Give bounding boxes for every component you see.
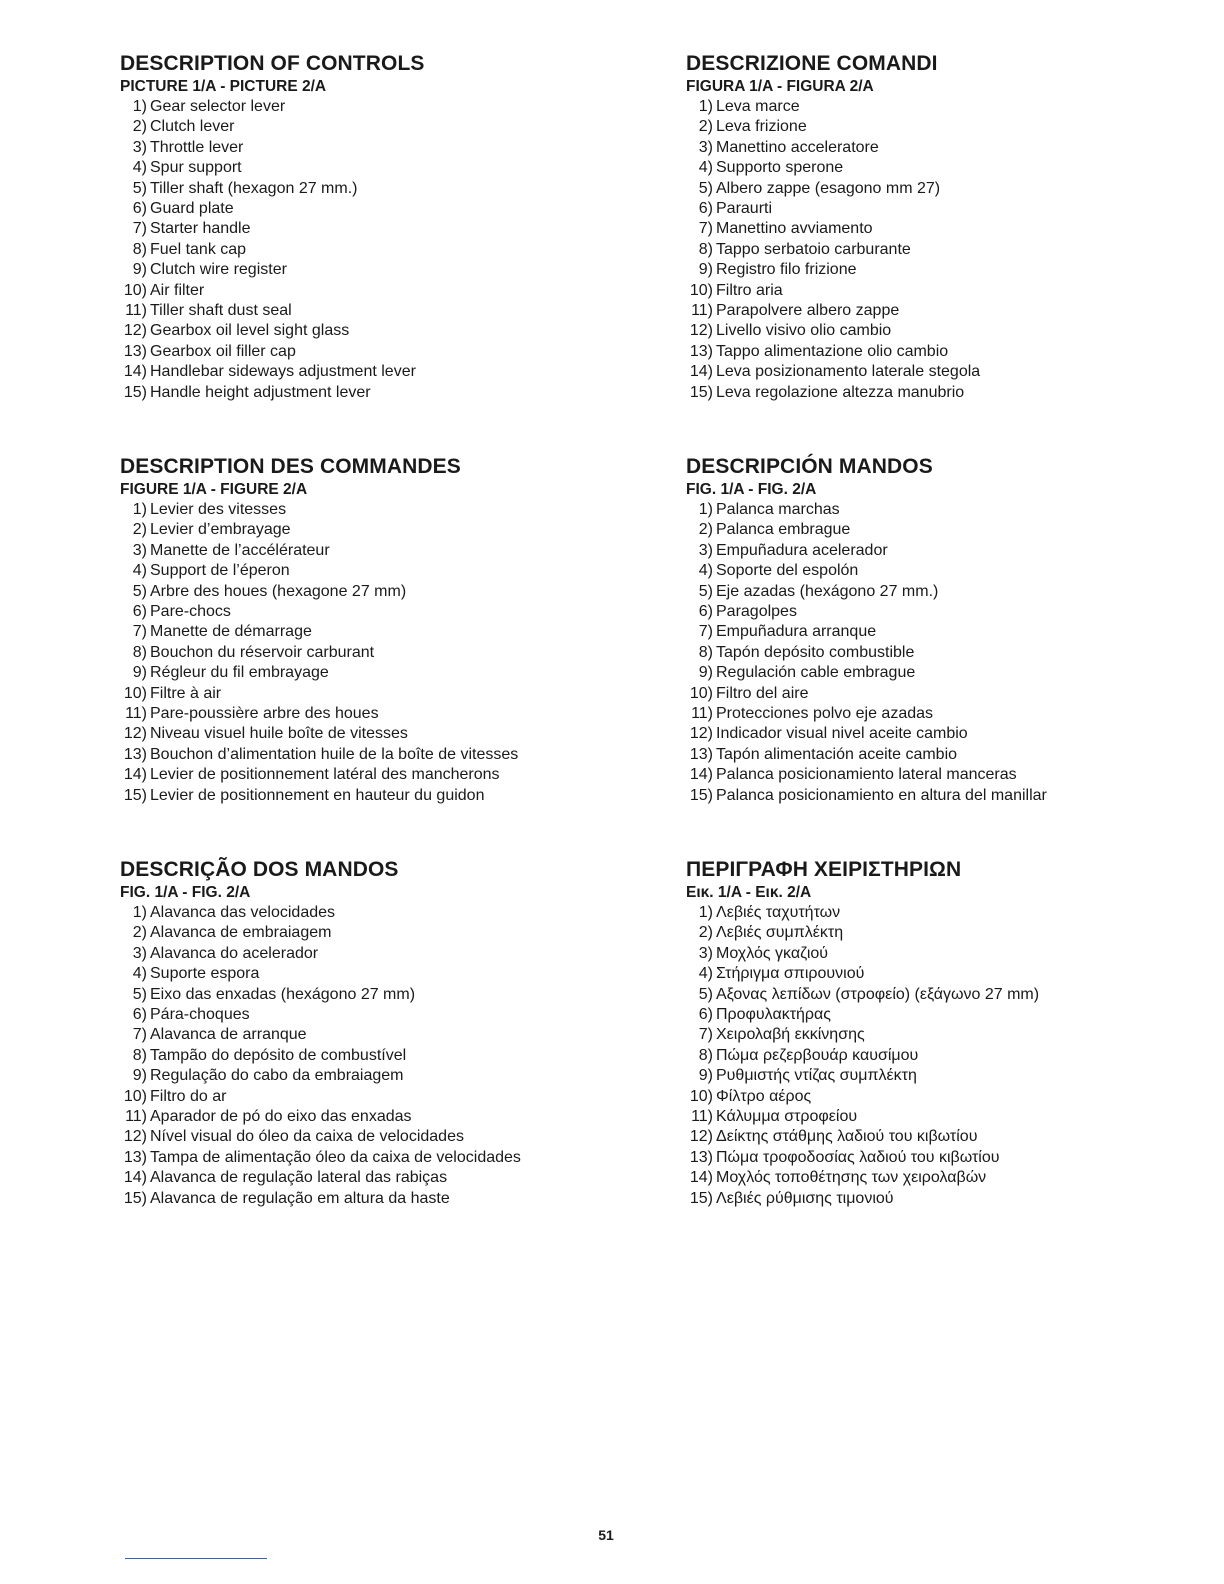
item-number: 5) [698, 179, 713, 197]
item-number: 6) [698, 1006, 713, 1024]
item-label: Filtro del aire [716, 684, 809, 702]
item-label: Tappo alimentazione olio cambio [716, 342, 949, 360]
list-item [120, 684, 620, 704]
item-label: Filtro do ar [150, 1087, 227, 1105]
list-item [120, 1148, 620, 1168]
item-number: 11) [691, 1108, 713, 1126]
list-item [686, 199, 1186, 219]
item-number: 15) [123, 383, 147, 401]
section-greek [686, 857, 1186, 1209]
list-item [686, 684, 1186, 704]
item-label: Albero zappe (esagono mm 27) [716, 179, 941, 197]
list-item [686, 582, 1186, 602]
list-item [686, 500, 1186, 520]
item-label: Régleur du fil embrayage [150, 664, 329, 682]
item-number: 2) [132, 521, 147, 539]
list-item [686, 138, 1186, 158]
item-number: 13) [689, 1148, 713, 1166]
list-item [120, 1107, 620, 1127]
item-label: Μοχλός γκαζιού [716, 944, 829, 962]
item-label: Livello visivo olio cambio [716, 322, 892, 340]
list-item [686, 903, 1186, 923]
list-item [120, 923, 620, 943]
item-label: Eixo das enxadas (hexágono 27 mm) [150, 985, 416, 1003]
section-portuguese [120, 857, 620, 1209]
item-label: Gear selector lever [150, 98, 286, 115]
item-number: 12) [689, 725, 713, 743]
item-number: 6) [698, 603, 713, 621]
item-number: 5) [698, 985, 713, 1003]
list-item [120, 704, 620, 724]
item-number: 15) [689, 1189, 713, 1207]
item-number: 7) [132, 220, 147, 238]
item-number: 2) [698, 118, 713, 136]
item-number: 13) [689, 342, 713, 360]
list-item [120, 281, 620, 301]
item-label: Levier des vitesses [150, 501, 287, 518]
list-item [686, 97, 1186, 117]
list-item [686, 541, 1186, 561]
item-number: 3) [698, 541, 713, 559]
item-label: Arbre des houes (hexagone 27 mm) [150, 582, 407, 600]
item-label: Starter handle [150, 220, 251, 238]
item-label: Πώμα τροφοδοσίας λαδιού του κιβωτίου [716, 1148, 1000, 1166]
item-number: 11) [125, 1108, 147, 1126]
list-item [686, 383, 1186, 403]
item-label: Pare-poussière arbre des houes [150, 705, 379, 723]
list-item [120, 1046, 620, 1066]
section-subtitle: FIGURE 1/A - FIGURE 2/A [120, 481, 308, 498]
item-number: 6) [132, 603, 147, 621]
list-item [120, 786, 620, 806]
list-item [120, 97, 620, 117]
item-label: Bouchon d’alimentation huile de la boîte de vitesses [150, 745, 519, 763]
item-label: Eje azadas (hexágono 27 mm.) [716, 582, 939, 600]
item-label: Levier de positionnement latéral des mancherons [150, 766, 500, 784]
item-number: 6) [132, 1006, 147, 1024]
list-item [120, 138, 620, 158]
item-number: 1) [132, 501, 147, 518]
list-item [686, 520, 1186, 540]
list-item [120, 1189, 620, 1209]
section-title: DESCRIZIONE COMANDI [686, 52, 938, 75]
item-label: Προφυλακτήρας [716, 1006, 831, 1024]
list-item [686, 240, 1186, 260]
item-number: 2) [132, 118, 147, 136]
item-label: Aparador de pó do eixo das enxadas [150, 1108, 412, 1126]
item-number: 8) [132, 643, 147, 661]
item-label: Niveau visuel huile boîte de vitesses [150, 725, 408, 743]
item-number: 3) [698, 138, 713, 156]
item-number: 14) [689, 766, 713, 784]
section-subtitle: PICTURE 1/A - PICTURE 2/A [120, 78, 327, 95]
item-number: 11) [125, 705, 147, 723]
section-title: ΠΕΡΙΓΡΑΦΗ ΧΕΙΡΙΣΤΗΡΙΩΝ [686, 858, 962, 881]
item-number: 1) [698, 904, 713, 921]
item-label: Tiller shaft dust seal [150, 302, 292, 320]
list-item [120, 745, 620, 765]
list-item [120, 117, 620, 137]
footer-rule [125, 1558, 267, 1559]
controls-list [120, 903, 620, 1209]
item-number: 3) [698, 944, 713, 962]
list-item [686, 179, 1186, 199]
item-label: Fuel tank cap [150, 240, 247, 258]
item-label: Palanca posicionamiento lateral manceras [716, 766, 1017, 784]
item-label: Regulação do cabo da embraiagem [150, 1067, 404, 1085]
list-item [120, 643, 620, 663]
item-label: Λεβιές ταχυτήτων [716, 904, 841, 921]
item-number: 4) [132, 159, 147, 177]
item-number: 10) [689, 281, 713, 299]
item-label: Tapón alimentación aceite cambio [716, 745, 958, 763]
item-number: 12) [689, 322, 713, 340]
item-number: 1) [132, 98, 147, 115]
controls-list [120, 97, 620, 403]
list-item [686, 281, 1186, 301]
item-number: 8) [698, 240, 713, 258]
list-item [686, 745, 1186, 765]
item-label: Χειρολαβή εκκίνησης [716, 1026, 865, 1044]
list-item [686, 1127, 1186, 1147]
item-label: Pára-choques [150, 1006, 250, 1024]
item-label: Indicador visual nivel aceite cambio [716, 725, 968, 743]
section-subtitle: FIG. 1/A - FIG. 2/A [686, 481, 817, 498]
item-label: Supporto sperone [716, 159, 844, 177]
item-number: 6) [698, 200, 713, 218]
list-item [120, 541, 620, 561]
item-label: Palanca posicionamiento en altura del manillar [716, 786, 1047, 804]
item-label: Clutch wire register [150, 261, 287, 279]
item-number: 12) [123, 725, 147, 743]
item-number: 15) [689, 383, 713, 401]
item-label: Filtre à air [150, 684, 222, 702]
controls-list [686, 903, 1186, 1209]
item-number: 6) [132, 200, 147, 218]
item-label: Leva frizione [716, 118, 807, 136]
item-label: Tappo serbatoio carburante [716, 240, 911, 258]
item-number: 4) [698, 562, 713, 580]
item-label: Tampão do depósito de combustível [150, 1046, 407, 1064]
item-label: Leva marce [716, 98, 800, 115]
list-item [686, 1148, 1186, 1168]
list-item [686, 1189, 1186, 1209]
list-item [120, 765, 620, 785]
list-item [686, 1005, 1186, 1025]
item-label: Levier de positionnement en hauteur du guidon [150, 786, 485, 804]
item-number: 12) [689, 1128, 713, 1146]
item-number: 14) [123, 363, 147, 381]
item-number: 15) [689, 786, 713, 804]
list-item [120, 342, 620, 362]
item-label: Alavanca de regulação em altura da haste [150, 1189, 450, 1207]
item-number: 12) [123, 322, 147, 340]
list-item [686, 1107, 1186, 1127]
item-number: 13) [123, 1148, 147, 1166]
item-label: Μοχλός τοποθέτησης των χειρολαβών [716, 1169, 987, 1187]
item-label: Λεβιές συμπλέκτη [716, 924, 844, 942]
section-french [120, 454, 620, 806]
item-label: Alavanca de embraiagem [150, 924, 332, 942]
item-label: Paraurti [716, 200, 773, 218]
item-number: 8) [698, 1046, 713, 1064]
item-number: 7) [698, 220, 713, 238]
list-item [686, 944, 1186, 964]
list-item [686, 362, 1186, 382]
list-item [120, 663, 620, 683]
list-item [686, 260, 1186, 280]
section-title: DESCRIPTION OF CONTROLS [120, 52, 425, 75]
list-item [120, 561, 620, 581]
item-label: Manette de l’accélérateur [150, 541, 330, 559]
item-number: 7) [132, 1026, 147, 1044]
item-number: 5) [132, 179, 147, 197]
list-item [686, 985, 1186, 1005]
item-number: 2) [698, 924, 713, 942]
item-number: 1) [698, 98, 713, 115]
list-item [686, 1087, 1186, 1107]
list-item [686, 663, 1186, 683]
list-item [120, 158, 620, 178]
list-item [120, 199, 620, 219]
list-item [120, 985, 620, 1005]
item-number: 1) [132, 904, 147, 921]
item-number: 8) [132, 240, 147, 258]
controls-list [120, 500, 620, 806]
item-label: Leva posizionamento laterale stegola [716, 363, 981, 381]
list-item [120, 362, 620, 382]
item-number: 15) [123, 786, 147, 804]
section-subtitle: FIGURA 1/A - FIGURA 2/A [686, 78, 874, 95]
item-number: 9) [132, 664, 147, 682]
list-item [686, 561, 1186, 581]
list-item [686, 1025, 1186, 1045]
list-item [686, 117, 1186, 137]
item-number: 14) [689, 363, 713, 381]
item-label: Κάλυμμα στροφείου [716, 1108, 858, 1126]
item-label: Manettino acceleratore [716, 138, 879, 156]
section-spanish [686, 454, 1186, 806]
list-item [120, 260, 620, 280]
item-label: Handle height adjustment lever [150, 383, 371, 401]
item-label: Guard plate [150, 200, 234, 218]
item-number: 8) [698, 643, 713, 661]
list-item [686, 219, 1186, 239]
item-label: Registro filo frizione [716, 261, 857, 279]
item-number: 1) [698, 501, 713, 518]
item-number: 4) [698, 159, 713, 177]
list-item [120, 219, 620, 239]
item-number: 11) [125, 302, 147, 320]
list-item [686, 1168, 1186, 1188]
item-label: Spur support [150, 159, 242, 177]
list-item [120, 582, 620, 602]
list-item [686, 704, 1186, 724]
section-title: DESCRIPTION DES COMMANDES [120, 455, 461, 478]
controls-list [686, 97, 1186, 403]
item-number: 4) [132, 965, 147, 983]
item-number: 3) [132, 138, 147, 156]
list-item [686, 643, 1186, 663]
list-item [686, 1046, 1186, 1066]
item-number: 11) [691, 705, 713, 723]
list-item [686, 321, 1186, 341]
item-number: 10) [689, 684, 713, 702]
list-item [686, 622, 1186, 642]
item-label: Clutch lever [150, 118, 235, 136]
item-label: Tapón depósito combustible [716, 643, 915, 661]
item-label: Πώμα ρεζερβουάρ καυσίμου [716, 1046, 919, 1064]
list-item [120, 1087, 620, 1107]
list-item [120, 1168, 620, 1188]
list-item [120, 964, 620, 984]
list-item [120, 903, 620, 923]
list-item [686, 765, 1186, 785]
item-number: 10) [123, 1087, 147, 1105]
item-number: 14) [123, 766, 147, 784]
item-label: Tampa de alimentação óleo da caixa de velocidades [150, 1148, 521, 1166]
list-item [120, 500, 620, 520]
item-number: 9) [698, 1067, 713, 1085]
item-number: 14) [689, 1169, 713, 1187]
item-number: 13) [689, 745, 713, 763]
item-label: Palanca embrague [716, 521, 851, 539]
item-number: 9) [132, 1067, 147, 1085]
item-number: 2) [698, 521, 713, 539]
item-label: Tiller shaft (hexagon 27 mm.) [150, 179, 358, 197]
list-item [120, 383, 620, 403]
list-item [120, 301, 620, 321]
item-label: Manettino avviamento [716, 220, 873, 238]
item-label: Στήριγμα σπιρουνιού [716, 965, 865, 983]
list-item [686, 923, 1186, 943]
section-italian [686, 51, 1186, 403]
item-number: 13) [123, 745, 147, 763]
item-label: Empuñadura acelerador [716, 541, 888, 559]
item-number: 4) [132, 562, 147, 580]
list-item [120, 179, 620, 199]
section-title: DESCRIPCIÓN MANDOS [686, 455, 933, 478]
item-label: Suporte espora [150, 965, 260, 983]
item-label: Manette de démarrage [150, 623, 312, 641]
item-label: Ρυθμιστής ντίζας συμπλέκτη [716, 1067, 917, 1085]
list-item [120, 240, 620, 260]
item-label: Bouchon du réservoir carburant [150, 643, 375, 661]
item-number: 14) [123, 1169, 147, 1187]
item-number: 5) [132, 582, 147, 600]
section-subtitle: Εικ. 1/A - Εικ. 2/A [686, 884, 812, 901]
list-item [120, 724, 620, 744]
list-item [686, 964, 1186, 984]
list-item [686, 786, 1186, 806]
list-item [120, 602, 620, 622]
item-label: Palanca marchas [716, 501, 840, 518]
list-item [686, 158, 1186, 178]
item-label: Soporte del espolón [716, 562, 859, 580]
item-label: Air filter [150, 281, 205, 299]
item-number: 10) [123, 684, 147, 702]
item-number: 9) [698, 261, 713, 279]
item-number: 13) [123, 342, 147, 360]
section-english [120, 51, 620, 403]
item-label: Handlebar sideways adjustment lever [150, 363, 416, 381]
item-label: Regulación cable embrague [716, 664, 916, 682]
list-item [686, 301, 1186, 321]
item-number: 4) [698, 965, 713, 983]
item-number: 5) [698, 582, 713, 600]
item-label: Alavanca de regulação lateral das rabiças [150, 1169, 448, 1187]
list-item [120, 321, 620, 341]
item-number: 15) [123, 1189, 147, 1207]
item-label: Gearbox oil filler cap [150, 342, 296, 360]
item-number: 10) [123, 281, 147, 299]
item-label: Paragolpes [716, 603, 797, 621]
item-label: Nível visual do óleo da caixa de velocidades [150, 1128, 464, 1146]
controls-list [686, 500, 1186, 806]
item-number: 7) [698, 623, 713, 641]
item-number: 8) [132, 1046, 147, 1064]
list-item [120, 1005, 620, 1025]
list-item [120, 944, 620, 964]
item-label: Pare-chocs [150, 603, 231, 621]
item-number: 2) [132, 924, 147, 942]
list-item [686, 724, 1186, 744]
list-item [686, 602, 1186, 622]
item-number: 10) [689, 1087, 713, 1105]
item-label: Φίλτρο αέρος [716, 1087, 812, 1105]
list-item [120, 1066, 620, 1086]
item-number: 9) [698, 664, 713, 682]
item-number: 7) [698, 1026, 713, 1044]
item-number: 11) [691, 302, 713, 320]
item-label: Filtro aria [716, 281, 783, 299]
list-item [686, 342, 1186, 362]
item-label: Alavanca de arranque [150, 1026, 307, 1044]
item-label: Support de l’éperon [150, 562, 290, 580]
list-item [120, 1127, 620, 1147]
item-number: 3) [132, 944, 147, 962]
list-item [120, 1025, 620, 1045]
item-label: Empuñadura arranque [716, 623, 877, 641]
item-number: 5) [132, 985, 147, 1003]
item-number: 9) [132, 261, 147, 279]
list-item [120, 622, 620, 642]
item-number: 12) [123, 1128, 147, 1146]
list-item [686, 1066, 1186, 1086]
item-label: Throttle lever [150, 138, 244, 156]
item-label: Gearbox oil level sight glass [150, 322, 350, 340]
item-label: Δείκτης στάθμης λαδιού του κιβωτίου [716, 1128, 978, 1146]
item-label: Protecciones polvo eje azadas [716, 705, 934, 723]
item-label: Alavanca das velocidades [150, 904, 336, 921]
section-title: DESCRIÇÃO DOS MANDOS [120, 858, 399, 881]
list-item [120, 520, 620, 540]
item-label: Parapolvere albero zappe [716, 302, 900, 320]
item-label: Leva regolazione altezza manubrio [716, 383, 965, 401]
item-number: 7) [132, 623, 147, 641]
item-label: Levier d’embrayage [150, 521, 291, 539]
item-number: 3) [132, 541, 147, 559]
page-number: 51 [598, 1527, 614, 1543]
item-label: Λεβιές ρύθμισης τιμονιού [716, 1189, 894, 1207]
section-subtitle: FIG. 1/A - FIG. 2/A [120, 884, 251, 901]
item-label: Alavanca do acelerador [150, 944, 319, 962]
item-label: Αξονας λεπίδων (στροφείο) (εξάγωνο 27 mm) [716, 985, 1040, 1003]
